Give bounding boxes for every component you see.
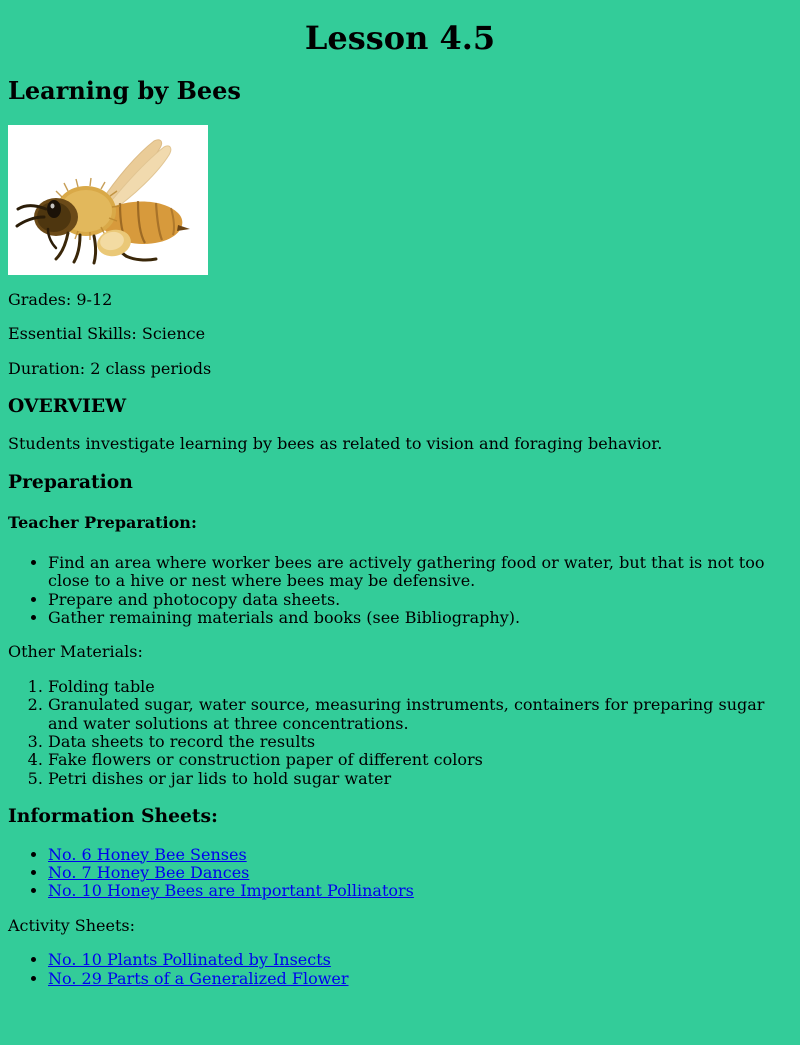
bee-figure (8, 125, 792, 275)
page-title: Lesson 4.5 (304, 19, 496, 57)
overview-heading: OVERVIEW (8, 394, 127, 417)
information-sheet-link[interactable]: No. 7 Honey Bee Dances (48, 862, 250, 882)
information-sheet-link[interactable]: No. 6 Honey Bee Senses (48, 844, 247, 864)
list-item (48, 970, 792, 988)
grades-text: Grades: 9-12 (8, 289, 113, 309)
list-item: 3. Data sheets to record the results (48, 733, 792, 751)
overview-text: Students investigate learning by bees as related to vision and foraging behavior. (8, 434, 663, 454)
lesson-page (0, 21, 800, 988)
preparation-heading: Preparation (8, 470, 133, 493)
other-materials-label: Other Materials: (8, 642, 143, 662)
other-materials-list (8, 678, 792, 788)
information-sheets-list (8, 846, 792, 901)
list-item (48, 846, 792, 864)
list-item: 5. Petri dishes or jar lids to hold sugar water (48, 770, 792, 788)
activity-sheet-link[interactable]: No. 29 Parts of a Generalized Flower (48, 968, 349, 988)
information-sheets-heading: Information Sheets: (8, 805, 218, 828)
honey-bee-photo (8, 125, 208, 275)
list-item: 1. Folding table (48, 678, 792, 696)
activity-sheet-link[interactable]: No. 10 Plants Pollinated by Insects (48, 950, 331, 970)
teacher-preparation-heading: Teacher Preparation: (8, 513, 197, 533)
activity-sheets-list (8, 951, 792, 988)
teacher-preparation-list (8, 554, 792, 628)
essential-skills-text: Essential Skills: Science (8, 324, 206, 344)
list-item: • Gather remaining materials and books (see Bibliography). (48, 609, 792, 627)
list-item (48, 882, 792, 900)
list-item: • Prepare and photocopy data sheets. (48, 591, 792, 609)
duration-text: Duration: 2 class periods (8, 358, 212, 378)
activity-sheets-label: Activity Sheets: (8, 915, 136, 935)
information-sheet-link[interactable]: No. 10 Honey Bees are Important Pollinators (48, 881, 414, 901)
list-item: 2. Granulated sugar, water source, measuring instruments, containers for preparing sugar and water solutions at three concentrations. (48, 696, 792, 733)
lesson-heading: Learning by Bees (8, 76, 241, 106)
list-item: 4. Fake flowers or construction paper of different colors (48, 751, 792, 769)
list-item: • Find an area where worker bees are actively gathering food or water, but that is not too close to a hive or nest where bees may be defensive. (48, 554, 792, 591)
list-item (48, 864, 792, 882)
list-item (48, 951, 792, 969)
